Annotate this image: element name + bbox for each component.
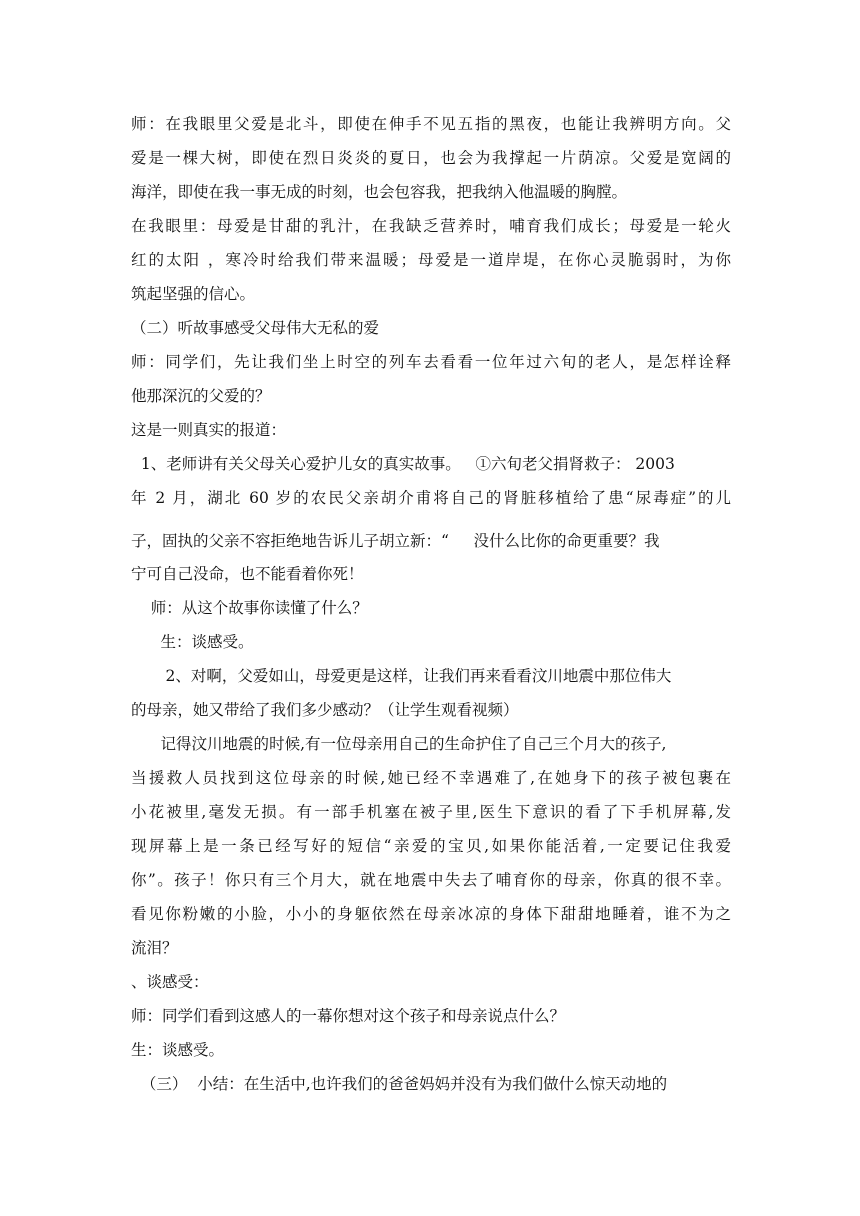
paragraph-line: 记得汶川地震的时候,有一位母亲用自己的生命护住了自己三个月大的孩子, <box>131 735 667 753</box>
paragraph-line: 生：谈感受。 <box>131 1041 225 1059</box>
section-heading: （二）听故事感受父母伟大无私的爱 <box>131 319 380 337</box>
paragraph-line: （三） 小结：在生活中,也许我们的爸爸妈妈并没有为我们做什么惊天动地的 <box>131 1075 668 1093</box>
paragraph-line: 海洋，即使在我一事无成的时刻，也会包容我，把我纳入他温暖的胸膛。 <box>131 183 628 201</box>
paragraph-line: 子，固执的父亲不容拒绝地告诉儿子胡立新：“ 没什么比你的命更重要？我 <box>131 532 660 550</box>
paragraph-line: 宁可自己没命，也不能看着你死！ <box>131 565 364 583</box>
paragraph-line: 师：同学们看到这感人的一幕你想对这个孩子和母亲说点什么？ <box>131 1007 566 1025</box>
paragraph-line: 师：从这个故事你读懂了什么？ <box>131 599 368 617</box>
paragraph-line: 的母亲，她又带给了我们多少感动？（让学生观看视频） <box>131 701 519 719</box>
paragraph-line: 现屏幕上是一条已经写好的短信“亲爱的宝贝,如果你能活着,一定要记住我爱 <box>131 837 731 855</box>
paragraph-line: 筑起坚强的信心。 <box>131 285 256 303</box>
paragraph-line: 师：同学们，先让我们坐上时空的列车去看看一位年过六旬的老人，是怎样诠释 <box>131 353 731 371</box>
paragraph-line: 当援救人员找到这位母亲的时候,她已经不幸遇难了,在她身下的孩子被包裹在 <box>131 769 731 787</box>
paragraph-line: 红的太阳 ，寒冷时给我们带来温暖；母爱是一道岸堤，在你心灵脆弱时，为你 <box>131 251 731 269</box>
paragraph-line: 这是一则真实的报道： <box>131 421 287 439</box>
paragraph-line: 师：在我眼里父爱是北斗，即使在伸手不见五指的黑夜，也能让我辨明方向。父 <box>131 115 731 133</box>
paragraph-line: 2、对啊，父爱如山，母爱更是这样，让我们再来看看汶川地震中那位伟大 <box>131 667 672 685</box>
paragraph-line: 他那深沉的父爱的？ <box>131 387 271 405</box>
paragraph-line: 小花被里,毫发无损。有一部手机塞在被子里,医生下意识的看了下手机屏幕,发 <box>131 803 731 821</box>
paragraph-line: 在我眼里：母爱是甘甜的乳汁，在我缺乏营养时，哺育我们成长；母爱是一轮火 <box>131 217 731 235</box>
paragraph-line: 生：谈感受。 <box>131 633 254 651</box>
paragraph-line: 看见你粉嫩的小脸，小小的身躯依然在母亲冰凉的身体下甜甜地睡着，谁不为之 <box>131 905 731 923</box>
paragraph-line: 年 2 月，湖北 60 岁的农民父亲胡介甫将自己的肾脏移植给了患“尿毒症”的儿 <box>131 489 731 507</box>
paragraph-line: 、谈感受： <box>131 973 209 991</box>
paragraph-line: 爱是一棵大树，即使在烈日炎炎的夏日，也会为我撑起一片荫凉。父爱是宽阔的 <box>131 149 731 167</box>
paragraph-line: 你”。孩子！你只有三个月大，就在地震中失去了哺育你的母亲，你真的很不幸。 <box>131 871 731 889</box>
paragraph-line: 流泪？ <box>131 939 178 957</box>
paragraph-line: 1、老师讲有关父母关心爱护儿女的真实故事。 ①六旬老父捐肾救子： 2003 <box>131 455 675 473</box>
